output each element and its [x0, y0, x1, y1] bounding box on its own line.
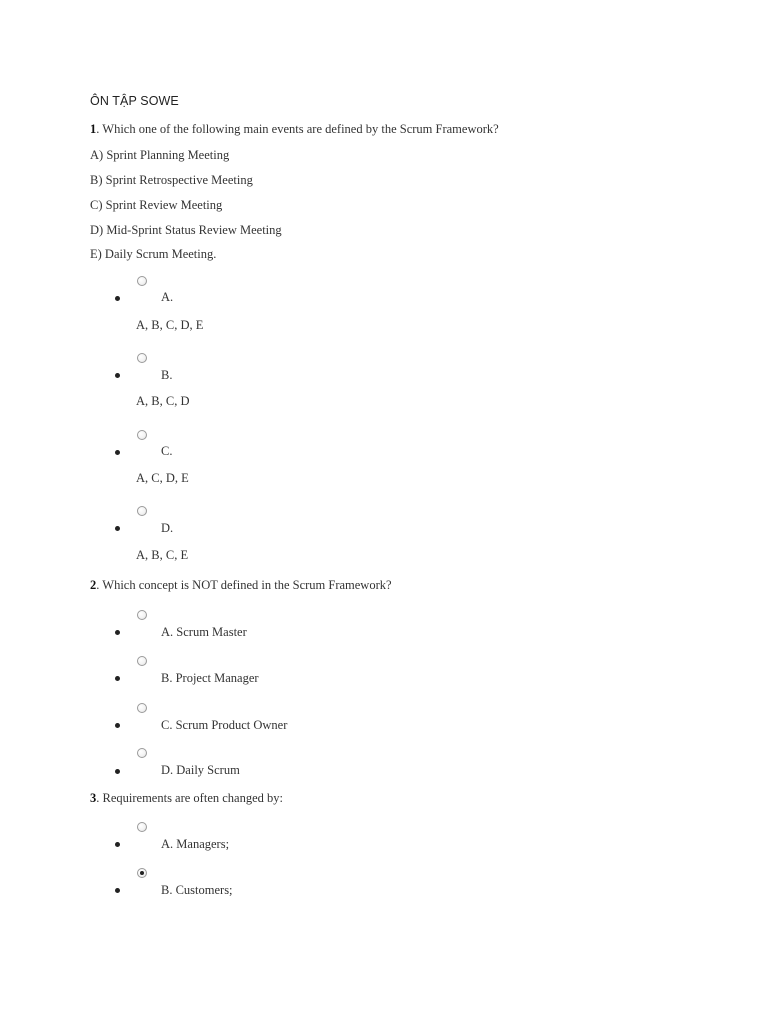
- q3-option-b-radio[interactable]: [137, 868, 147, 878]
- question-2-text: . Which concept is NOT defined in the Scrum Framework?: [96, 578, 392, 592]
- q1-event-b: B) Sprint Retrospective Meeting: [90, 173, 253, 187]
- q1-event-d: D) Mid-Sprint Status Review Meeting: [90, 223, 282, 237]
- document-title: ÔN TẬP SOWE: [90, 94, 179, 108]
- bullet-icon: [115, 630, 120, 635]
- bullet-icon: [115, 676, 120, 681]
- q1-option-b-answer: A, B, C, D: [136, 394, 190, 408]
- q1-option-d-radio[interactable]: [137, 506, 147, 516]
- question-1-number: 1: [90, 122, 97, 136]
- question-3-number: 3: [90, 791, 97, 805]
- q2-option-d-label: D. Daily Scrum: [161, 763, 240, 777]
- q1-option-d-answer: A, B, C, E: [136, 548, 189, 562]
- bullet-icon: [115, 888, 120, 893]
- q1-option-c-letter: C.: [161, 444, 173, 458]
- q1-option-a-radio[interactable]: [137, 276, 147, 286]
- q1-option-d-letter: D.: [161, 521, 174, 535]
- bullet-icon: [115, 769, 120, 774]
- question-1: [90, 122, 499, 137]
- bullet-icon: [115, 842, 120, 847]
- q2-option-a-label: A. Scrum Master: [161, 625, 247, 639]
- q2-option-c-radio[interactable]: [137, 703, 147, 713]
- q1-option-a-answer: A, B, C, D, E: [136, 318, 204, 332]
- bullet-icon: [115, 373, 120, 378]
- q2-option-c-label: C. Scrum Product Owner: [161, 718, 288, 732]
- bullet-icon: [115, 296, 120, 301]
- bullet-icon: [115, 723, 120, 728]
- q3-option-a-label: A. Managers;: [161, 837, 230, 851]
- q2-option-b-label: B. Project Manager: [161, 671, 259, 685]
- question-1-text: . Which one of the following main events are defined by the Scrum Framework?: [96, 122, 499, 136]
- question-2-number: 2: [90, 578, 97, 592]
- q1-event-a: A) Sprint Planning Meeting: [90, 148, 230, 162]
- bullet-icon: [115, 526, 120, 531]
- question-3: [90, 791, 283, 806]
- q1-option-b-radio[interactable]: [137, 353, 147, 363]
- q3-option-a-radio[interactable]: [137, 822, 147, 832]
- q2-option-b-radio[interactable]: [137, 656, 147, 666]
- question-3-text: . Requirements are often changed by:: [96, 791, 283, 805]
- q2-option-d-radio[interactable]: [137, 748, 147, 758]
- q3-option-b-label: B. Customers;: [161, 883, 233, 897]
- q1-event-c: C) Sprint Review Meeting: [90, 198, 223, 212]
- q1-option-c-answer: A, C, D, E: [136, 471, 189, 485]
- bullet-icon: [115, 450, 120, 455]
- q1-event-e: E) Daily Scrum Meeting.: [90, 247, 217, 261]
- q2-option-a-radio[interactable]: [137, 610, 147, 620]
- q1-option-b-letter: B.: [161, 368, 173, 382]
- question-2: [90, 578, 392, 593]
- q1-option-a-letter: A.: [161, 290, 174, 304]
- q1-option-c-radio[interactable]: [137, 430, 147, 440]
